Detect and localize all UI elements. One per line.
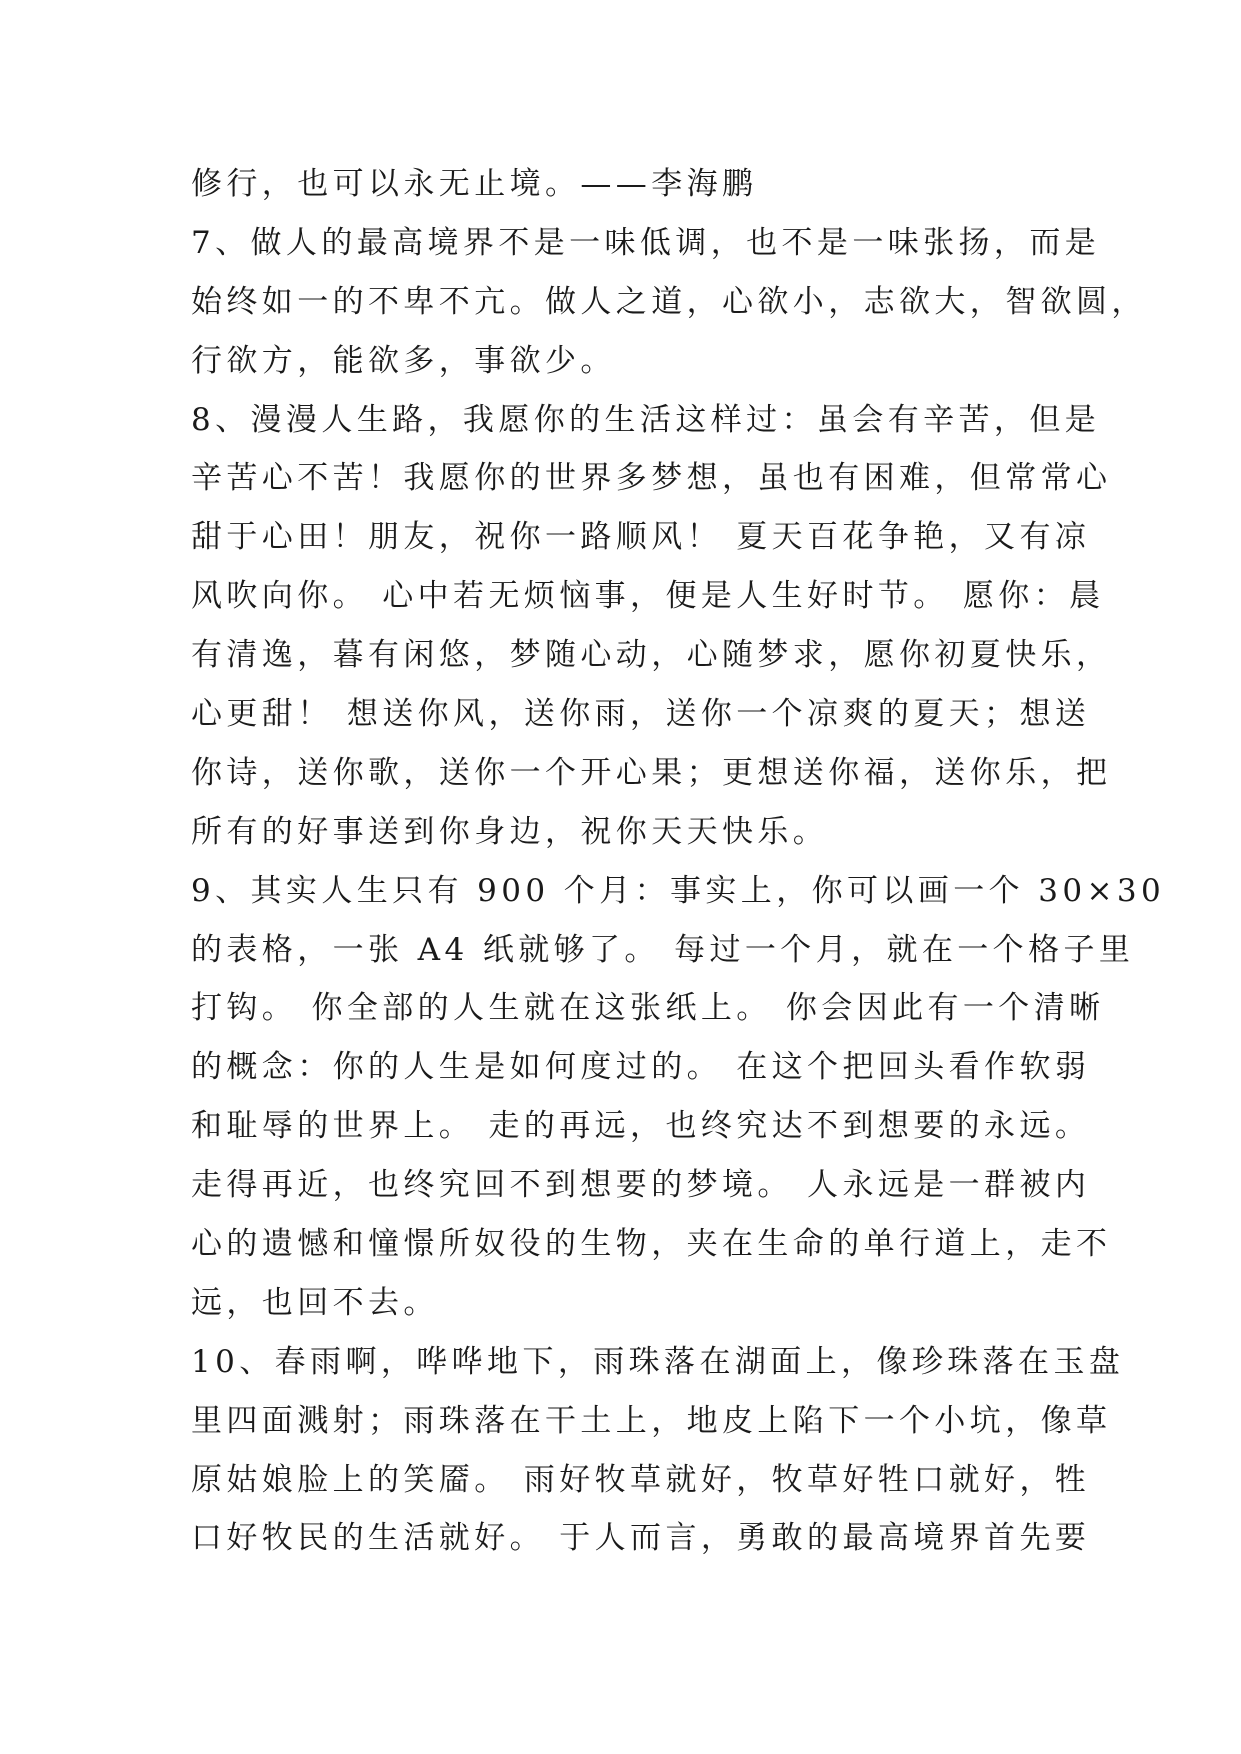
text-line: 走得再近，也终究回不到想要的梦境。 人永远是一群被内	[191, 1167, 1091, 1204]
text-line: 心更甜！ 想送你风，送你雨，送你一个凉爽的夏天；想送	[191, 696, 1091, 733]
text-line: 和耻辱的世界上。 走的再远，也终究达不到想要的永远。	[191, 1108, 1091, 1145]
text-line: 的表格，一张 A4 纸就够了。 每过一个月，就在一个格子里	[191, 931, 1135, 968]
text-line: 10、春雨啊，哗哗地下，雨珠落在湖面上，像珍珠落在玉盘	[191, 1343, 1125, 1380]
text-line: 的概念：你的人生是如何度过的。 在这个把回头看作软弱	[191, 1049, 1091, 1086]
text-line: 口好牧民的生活就好。 于人而言，勇敢的最高境界首先要	[191, 1520, 1091, 1557]
text-line: 所有的好事送到你身边，祝你天天快乐。	[191, 813, 829, 850]
document-body	[191, 155, 1166, 1568]
text-line: 原姑娘脸上的笑靥。 雨好牧草就好，牧草好牲口就好，牲	[191, 1461, 1091, 1498]
text-line: 始终如一的不卑不亢。做人之道，心欲小，志欲大，智欲圆，	[191, 283, 1147, 320]
text-line: 风吹向你。 心中若无烦恼事，便是人生好时节。 愿你：晨	[191, 578, 1105, 615]
text-line: 行欲方，能欲多，事欲少。	[191, 342, 616, 379]
text-line: 甜于心田！朋友，祝你一路顺风！ 夏天百花争艳，又有凉	[191, 519, 1091, 556]
text-line: 7、做人的最高境界不是一味低调，也不是一味张扬，而是	[191, 224, 1101, 261]
text-line: 心的遗憾和憧憬所奴役的生物，夹在生命的单行道上，走不	[191, 1226, 1112, 1263]
text-line: 你诗，送你歌，送你一个开心果；更想送你福，送你乐，把	[191, 754, 1112, 791]
text-line: 里四面溅射；雨珠落在干土上，地皮上陷下一个小坑，像草	[191, 1402, 1112, 1439]
text-line: 远，也回不去。	[191, 1284, 439, 1321]
text-line: 修行，也可以永无止境。——李海鹏	[191, 166, 758, 202]
text-line: 辛苦心不苦！我愿你的世界多梦想，虽也有困难，但常常心	[191, 460, 1112, 497]
text-line: 打钩。 你全部的人生就在这张纸上。 你会因此有一个清晰	[191, 990, 1105, 1027]
text-line: 9、其实人生只有 900 个月：事实上，你可以画一个 30×30	[191, 872, 1166, 909]
text-line: 8、漫漫人生路，我愿你的生活这样过：虽会有辛苦，但是	[191, 401, 1101, 438]
text-line: 有清逸，暮有闲悠，梦随心动，心随梦求，愿你初夏快乐，	[191, 637, 1112, 674]
